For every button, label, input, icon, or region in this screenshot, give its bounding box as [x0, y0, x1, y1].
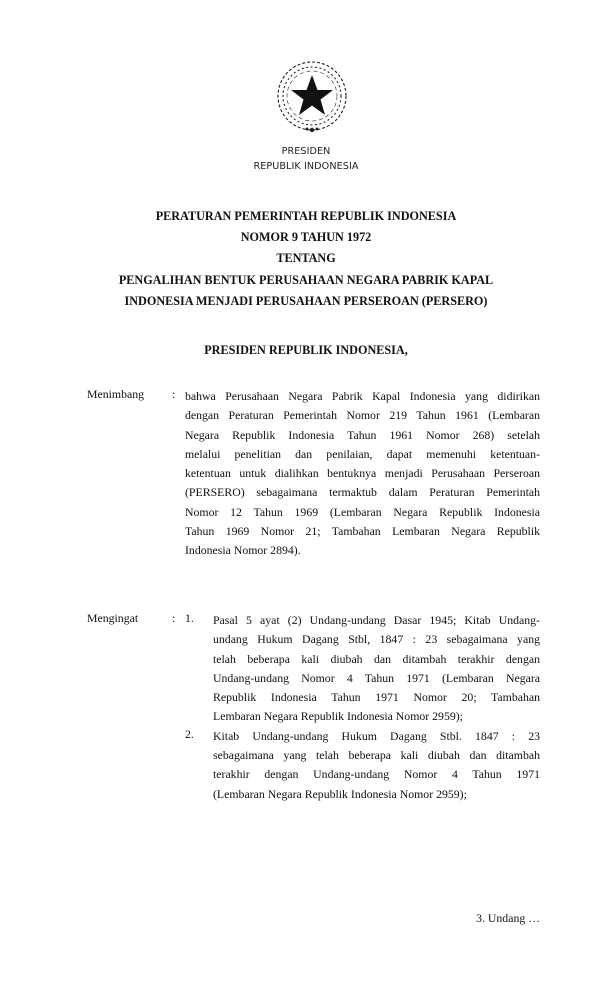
body-line: Tahun 1969 Nomor 21; Tambahan Lembaran Negara Republik [185, 524, 540, 539]
item-line: (Lembaran Negara Republik Indonesia Nomor 2959); [213, 786, 467, 801]
list-item [213, 611, 540, 727]
section-colon: : [172, 611, 176, 625]
item-line: Undang-undang Nomor 4 Tahun 1971 (Lembaran Negara [213, 670, 540, 685]
regulation-title [0, 206, 612, 312]
item-line: Kitab Undang-undang Hukum Dagang Stbl. 1847 : 23 [213, 728, 540, 743]
garuda-star-wreath-icon [272, 58, 352, 136]
section-label: Mengingat [87, 611, 139, 625]
body-line: melalui penelitian dan penilaian, dapat memenuhi ketentuan- [185, 446, 540, 461]
section-colon: : [172, 387, 176, 401]
title-line-1: PERATURAN PEMERINTAH REPUBLIK INDONESIA [155, 209, 457, 223]
list-item [213, 727, 540, 804]
section-label: Menimbang [87, 387, 145, 401]
body-line: dengan Peraturan Pemerintah Nomor 219 Tahun 1961 (Lembaran [185, 408, 540, 423]
issuer-heading: PRESIDEN REPUBLIK INDONESIA, [204, 343, 408, 357]
item-line: undang Hukum Dagang Stbl, 1847 : 23 sebagaimana yang [213, 632, 540, 647]
list-item-number: 1. [185, 611, 194, 625]
body-line: Negara Republik Indonesia Tahun 1961 Nomor 268) setelah [185, 427, 540, 442]
item-line: terakhir dengan Undang-undang Nomor 4 Tahun 1971 [213, 767, 540, 782]
list-item-number: 2. [185, 726, 194, 741]
emblem-caption-republic: REPUBLIK INDONESIA [253, 161, 359, 172]
title-subject-2: INDONESIA MENJADI PERUSAHAAN PERSEROAN (PERSERO) [124, 293, 488, 308]
body-line: Indonesia Nomor 2894). [185, 543, 301, 558]
section-body [185, 387, 540, 561]
emblem-caption-president: PRESIDEN [281, 146, 331, 157]
body-line: (PERSERO) sebagaimana termaktub dalam Peraturan Pemerintah [185, 485, 540, 500]
title-subject-1: PENGALIHAN BENTUK PERUSAHAAN NEGARA PABRIK KAPAL [118, 272, 494, 287]
title-number: NOMOR 9 TAHUN 1972 [240, 230, 372, 245]
body-line: bahwa Perusahaan Negara Pabrik Kapal Indonesia yang didirikan [185, 389, 540, 403]
page-continuation: 3. Undang … [476, 911, 540, 925]
item-line: sebagaimana yang telah beberapa kali diubah dan ditambah [213, 748, 540, 763]
title-tentang: TENTANG [276, 251, 336, 266]
item-line: telah beberapa kali diubah dan ditambah terakhir dengan [213, 651, 540, 666]
item-line: Pasal 5 ayat (2) Undang-undang Dasar 1945; Kitab Undang- [213, 613, 540, 627]
body-line: ketentuan untuk dialihkan bentuknya menjadi Perusahaan Perseroan [185, 466, 540, 481]
body-line: Nomor 12 Tahun 1969 (Lembaran Negara Republik Indonesia [185, 504, 540, 519]
item-line: Lembaran Negara Republik Indonesia Nomor 2959); [213, 709, 463, 724]
item-line: Republik Indonesia Tahun 1971 Nomor 20; Tambahan [213, 690, 540, 705]
